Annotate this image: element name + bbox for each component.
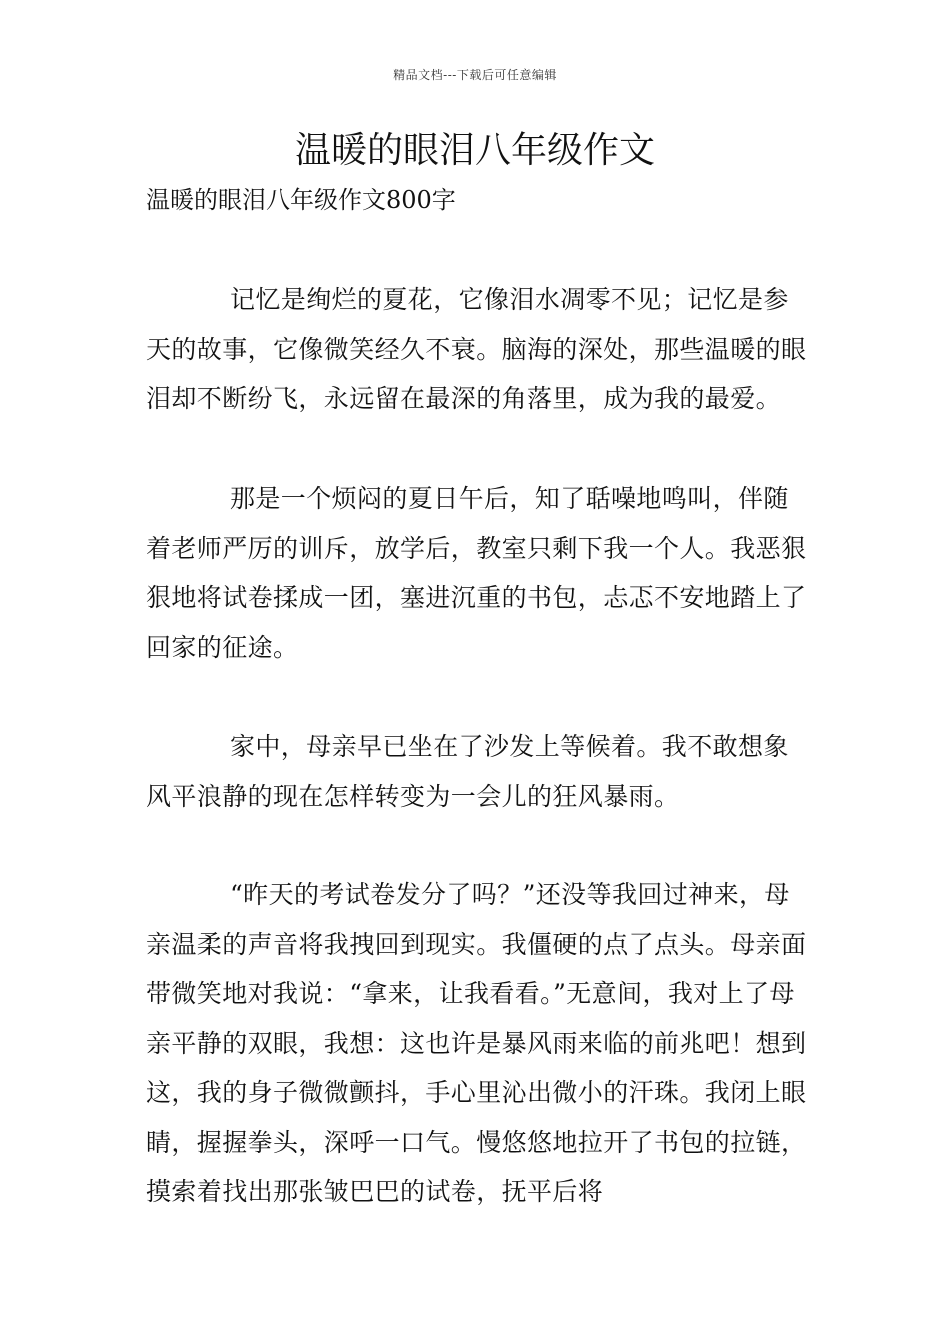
paragraph-4: “昨天的考试卷发分了吗？”还没等我回过神来，母亲温柔的声音将我拽回到现实。我僵硬的点了点头。母亲面带微笑地对我说：“拿来，让我看看。”无意间，我对上了母亲平静的双眼，我想：这也许是暴风雨来临的前兆吧！想到这，我的身子微微颤抖，手心里沁出微小的汗珠。我闭上眼睛，握握拳头，深呼一口气。慢悠悠地拉开了书包的拉链，摸索着找出那张皱巴巴的试卷，抚平后将 (146, 880, 807, 1206)
document-subtitle: 温暖的眼泪八年级作文800字 (146, 186, 456, 214)
paragraph-3: 家中，母亲早已坐在了沙发上等候着。我不敢想象风平浪静的现在怎样转变为一会儿的狂风暴雨。 (146, 732, 789, 811)
paragraph-2: 那是一个烦闷的夏日午后，知了聒噪地鸣叫，伴随着老师严厉的训斥，放学后，教室只剩下我一个人。我恶狠狠地将试卷揉成一团，塞进沉重的书包，忐忑不安地踏上了回家的征途。 (146, 484, 807, 662)
document-title: 温暖的眼泪八年级作文 (294, 130, 655, 171)
header-note: 精品文档---下载后可任意编辑 (393, 68, 557, 82)
paragraph-1: 记忆是绚烂的夏花，它像泪水凋零不见；记忆是参天的故事，它像微笑经久不衰。脑海的深处，那些温暖的眼泪却不断纷飞，永远留在最深的角落里，成为我的最爱。 (146, 285, 807, 413)
